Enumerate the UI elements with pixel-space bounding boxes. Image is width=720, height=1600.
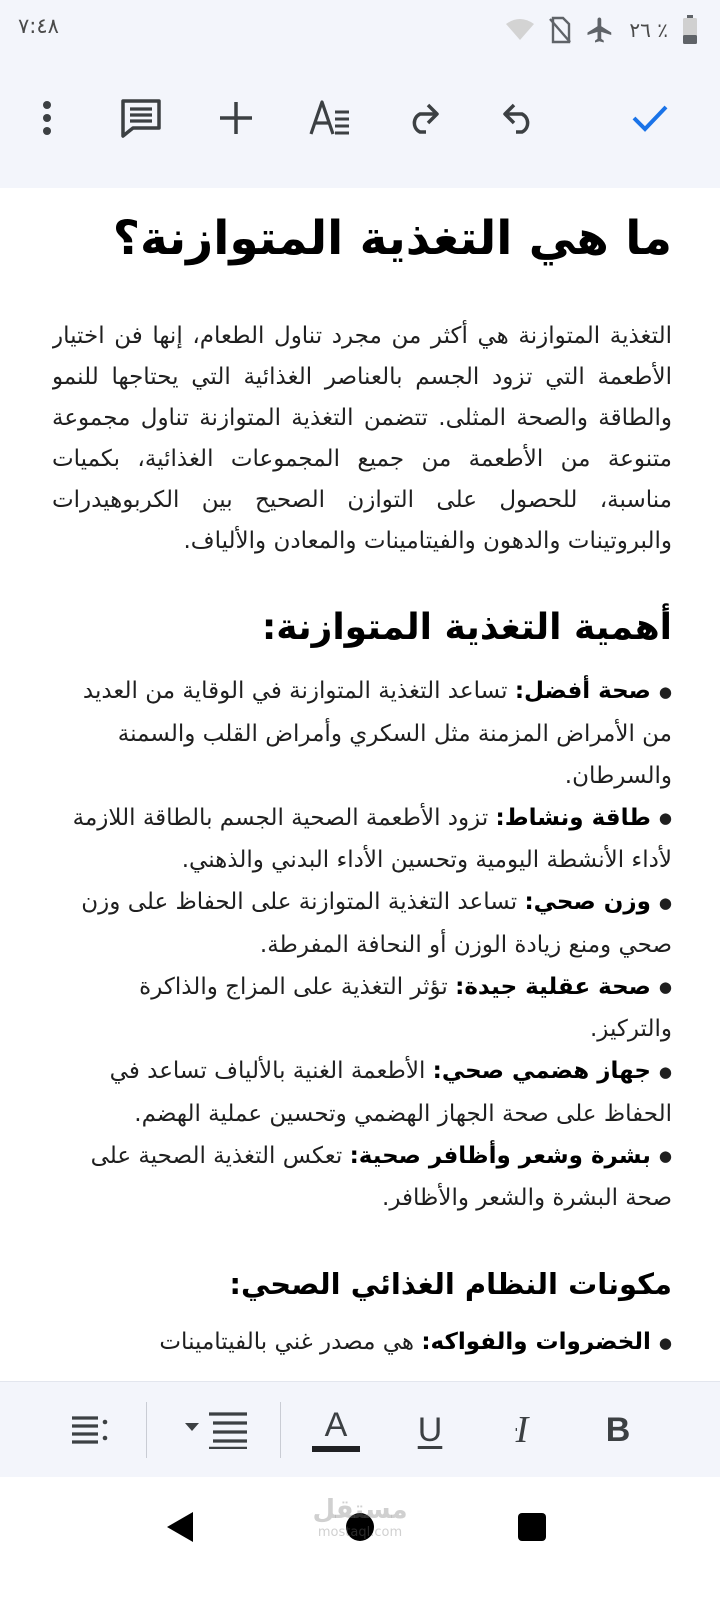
- paragraph-style-button[interactable]: [178, 1398, 254, 1462]
- no-sim-icon: [549, 16, 571, 44]
- list-item-title: صحة عقلية جيدة:: [455, 973, 651, 1000]
- more-vert-icon: [42, 100, 52, 136]
- back-button[interactable]: [152, 1499, 208, 1555]
- text-format-button[interactable]: [302, 90, 358, 146]
- list-item-title: جهاز هضمي صحي:: [432, 1058, 651, 1084]
- paragraph-style-icon: [183, 1411, 249, 1449]
- italic-icon: I: [515, 1409, 529, 1451]
- underline-icon: U: [417, 1411, 443, 1449]
- bullet-icon: ●: [658, 682, 672, 701]
- list-item-text: تزود الأطعمة الصحية الجسم بالطاقة اللازمة لأداء الأنشطة اليومية وتحسين الأداء البدني والذهني.: [72, 804, 672, 873]
- status-bar: [0, 0, 720, 60]
- importance-list: [52, 670, 672, 1219]
- document-title[interactable]: ما هي التغذية المتوازنة؟: [112, 211, 672, 266]
- toolbar-divider: [146, 1402, 147, 1458]
- list-format-icon: [70, 1414, 110, 1446]
- list-item-title: بشرة وشعر وأظافر صحية:: [349, 1142, 651, 1169]
- airplane-mode-icon: [585, 15, 615, 45]
- bullet-icon: ●: [658, 893, 672, 912]
- text-color-icon: A: [324, 1406, 348, 1444]
- underline-button[interactable]: [398, 1398, 462, 1462]
- bullet-icon: ●: [658, 809, 672, 827]
- undo-icon: [500, 102, 536, 134]
- section-components-heading[interactable]: مكونات النظام الغذائي الصحي:: [229, 1267, 672, 1301]
- list-item-text: تؤثر التغذية على المزاج والذاكرة والتركيز.: [139, 973, 672, 1042]
- status-icons: [505, 12, 698, 48]
- list-item[interactable]: [52, 1050, 672, 1135]
- add-icon: [219, 101, 253, 135]
- bullet-icon: ●: [658, 978, 672, 996]
- list-item[interactable]: [52, 670, 672, 797]
- list-item[interactable]: [52, 797, 672, 882]
- list-format-button[interactable]: [58, 1398, 122, 1462]
- done-button[interactable]: [622, 90, 678, 146]
- redo-button[interactable]: [396, 90, 452, 146]
- more-options-button[interactable]: [19, 90, 75, 146]
- edit-toolbar: [0, 60, 720, 188]
- bullet-icon: ●: [658, 1333, 672, 1352]
- list-item[interactable]: [52, 1321, 672, 1364]
- list-item-text: الأطعمة الغنية بالألياف تساعد في الحفاظ على صحة الجهاز الهضمي وتحسين عملية الهضم.: [109, 1058, 672, 1127]
- undo-button[interactable]: [490, 90, 546, 146]
- insert-button[interactable]: [208, 90, 264, 146]
- list-item-title: طاقة ونشاط:: [495, 804, 651, 831]
- list-item-title: صحة أفضل:: [514, 678, 651, 704]
- comment-icon: [120, 98, 162, 138]
- home-icon: [344, 1511, 376, 1543]
- done-check-icon: [632, 104, 668, 132]
- list-item-text: هي مصدر غني بالفيتامينات: [159, 1329, 422, 1355]
- battery-percent: ٢٦ ٪: [629, 18, 668, 42]
- list-item-text: تساعد التغذية المتوازنة في الوقاية من العديد من الأمراض المزمنة مثل السكري وأمراض القلب والسمنة والسرطان.: [82, 678, 672, 789]
- components-list: [52, 1321, 672, 1364]
- section-importance-heading[interactable]: أهمية التغذية المتوازنة:: [261, 607, 672, 648]
- bold-icon: B: [605, 1411, 631, 1449]
- wifi-icon: [505, 18, 535, 42]
- bold-button[interactable]: [586, 1398, 650, 1462]
- battery-icon: [682, 15, 698, 45]
- list-item-title: الخضروات والفواكه:: [421, 1329, 651, 1355]
- text-color-swatch: [312, 1446, 360, 1452]
- document-body[interactable]: [52, 188, 672, 1408]
- list-item[interactable]: [52, 966, 672, 1051]
- recents-button[interactable]: [504, 1499, 560, 1555]
- bullet-icon: ●: [658, 1062, 672, 1081]
- format-toolbar: [0, 1381, 720, 1478]
- list-item[interactable]: [52, 1135, 672, 1220]
- navigation-bar: [0, 1477, 720, 1600]
- recents-icon: [517, 1512, 547, 1542]
- toolbar-divider: [280, 1402, 281, 1458]
- list-item-text: تساعد التغذية المتوازنة على الحفاظ على وزن صحي ومنع زيادة الوزن أو النحافة المفرطة.: [81, 889, 672, 958]
- list-item-title: وزن صحي:: [524, 889, 651, 915]
- list-item[interactable]: [52, 881, 672, 966]
- intro-paragraph[interactable]: التغذية المتوازنة هي أكثر من مجرد تناول الطعام، إنها فن اختيار الأطعمة التي تزود الجسم بالعناصر الغذائية التي يحتاجها للنمو والطاقة والصحة المثلى. تتضمن التغذية المتوازنة تناول مجموعة متنوعة من الأطعمة من جميع المجموعات الغذائية، بكميات مناسبة، للحصول على التوازن الصحيح بين الكربوهيدرات والبروتينات والدهون والفيتامينات والمعادن والألياف.: [52, 323, 672, 554]
- watermark-sub: mostaql.com: [317, 1525, 403, 1540]
- status-time: ٧:٤٨: [18, 14, 59, 38]
- text-color-button[interactable]: [304, 1398, 368, 1462]
- italic-button[interactable]: [490, 1398, 554, 1462]
- bullet-icon: ●: [658, 1147, 672, 1165]
- text-format-icon: [309, 100, 351, 136]
- comment-button[interactable]: [113, 90, 169, 146]
- watermark-main: مستقل: [312, 1495, 408, 1525]
- back-icon: [165, 1510, 195, 1544]
- list-item-text: تعكس التغذية الصحية على صحة البشرة والشعر والأظافر.: [90, 1142, 672, 1211]
- home-button[interactable]: [332, 1499, 388, 1555]
- redo-icon: [406, 102, 442, 134]
